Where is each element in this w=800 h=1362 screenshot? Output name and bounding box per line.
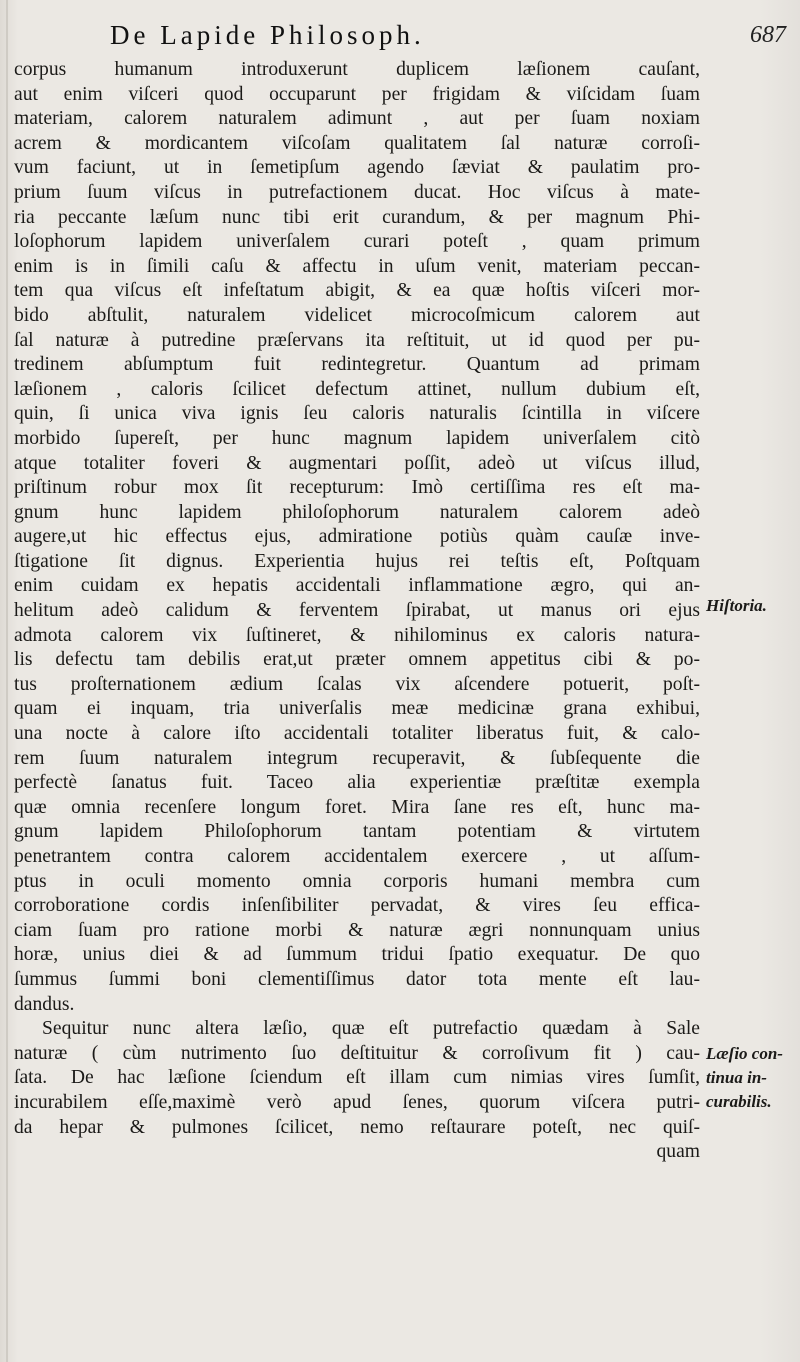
text-line: ſummus ſummi boni clementiſſimus dator tota mente eſt lau-	[14, 968, 700, 990]
margin-note-laesio-1: Læſio con-	[706, 1044, 783, 1063]
text-line: tem qua viſcus eſt infeſtatum abigit, & ea quæ hoſtis viſceri mor-	[14, 280, 700, 302]
margin-note-laesio-2: tinua in-	[706, 1068, 767, 1087]
text-line: atque totaliter foveri & augmentari poſſit, adeò ut viſcus illud,	[14, 452, 700, 474]
text-line: loſophorum lapidem univerſalem curari poteſt , quam primum	[14, 231, 700, 253]
text-line: ſata. De hac læſione ſciendum eſt illam cum nimias vires ſumſit,	[14, 1067, 700, 1089]
text-line: quam ei inquam, tria univerſalis meæ medicinæ grana exhibui,	[14, 698, 700, 720]
text-line: naturæ ( cùm nutrimento ſuo deſtituitur & corroſivum fit ) cau-	[14, 1042, 700, 1064]
text-line: admota calorem vix ſuſtineret, & nihilominus ex caloris natura-	[14, 624, 700, 646]
text-line: enim cuidam ex hepatis accidentali inflammatione ægro, qui an-	[14, 575, 700, 597]
text-line: ptus in oculi momento omnia corporis humani membra cum	[14, 870, 700, 892]
text-line: materiam, calorem naturalem adimunt , aut per ſuam noxiam	[14, 108, 700, 130]
body-text	[14, 58, 700, 1165]
text-line: penetrantem contra calorem accidentalem exercere , ut aſſum-	[14, 846, 700, 867]
text-line: quin, ſi unica viva ignis ſeu caloris naturalis ſcintilla in viſcere	[14, 403, 700, 425]
running-title: De Lapide Philosoph.	[110, 20, 425, 50]
text-line: tredinem abſumptum fuit redintegretur. Quantum ad primam	[14, 354, 700, 376]
text-line: lis defectu tam debilis erat,ut præter omnem appetitus cibi & po-	[14, 649, 700, 671]
page-number: 687	[750, 22, 786, 48]
text-line: corpus humanum introduxerunt duplicem læſionem cauſant,	[14, 59, 700, 80]
text-line: gnum hunc lapidem philoſophorum naturalem calorem adeò	[14, 501, 700, 523]
text-line: ſtigatione ſit dignus. Experientia hujus rei teſtis eſt, Poſtquam	[14, 550, 700, 572]
catchword: quam	[656, 1141, 700, 1163]
text-line: priſtinum robur mox ſit recepturum: Imò certiſſima res eſt ma-	[14, 477, 700, 499]
text-line: aut enim viſceri quod occuparunt per frigidam & viſcidam ſuam	[14, 83, 700, 105]
text-line: gnum lapidem Philoſophorum tantam potentiam & virtutem	[14, 821, 700, 843]
text-line: acrem & mordicantem viſcoſam qualitatem ſal naturæ corroſi-	[14, 132, 700, 154]
margin-note-historia: Hiſtoria.	[706, 596, 767, 615]
text-line: dandus.	[14, 993, 75, 1015]
text-line: ciam ſuam pro ratione morbi & naturæ ægri nonnunquam unius	[14, 919, 700, 941]
text-line: augere,ut hic effectus ejus, admiratione potiùs quàm cauſæ inve-	[14, 526, 700, 548]
page-gutter	[6, 0, 8, 1362]
margin-note-laesio-3: curabilis.	[706, 1092, 772, 1111]
text-line: ſal naturæ à putredine præſervans ita reſtituit, ut id quod per pu-	[14, 329, 700, 351]
text-line: vum faciunt, ut in ſemetipſum agendo ſæviat & paulatim pro-	[14, 157, 700, 179]
text-line: da hepar & pulmones ſcilicet, nemo reſtaurare poteſt, nec quiſ-	[14, 1116, 700, 1138]
text-line: una nocte à calore iſto accidentali totaliter liberatus fuit, & calo-	[14, 723, 700, 745]
text-line: tus proſternationem ædium ſcalas vix aſcendere potuerit, poſt-	[14, 673, 700, 695]
text-line: perfectè ſanatus fuit. Taceo alia experientiæ præſtitæ exempla	[14, 772, 700, 794]
text-line: Sequitur nunc altera læſio, quæ eſt putrefactio quædam à Sale	[42, 1018, 700, 1040]
text-line: morbido ſupereſt, per hunc magnum lapidem univerſalem citò	[14, 427, 700, 449]
text-line: quæ omnia recenſere longum foret. Mira ſane res eſt, hunc ma-	[14, 796, 700, 818]
text-line: corroboratione cordis inſenſibiliter pervadat, & vires ſeu effica-	[14, 895, 700, 917]
text-line: bido abſtulit, naturalem videlicet microcoſmicum calorem aut	[14, 304, 700, 326]
text-line: incurabilem eſſe,maximè verò apud ſenes, quorum viſcera putri-	[14, 1091, 700, 1113]
text-line: horæ, unius diei & ad ſummum tridui ſpatio exequatur. De quo	[14, 944, 700, 966]
text-line: helitum adeò calidum & ferventem ſpirabat, ut manus ori ejus	[14, 600, 700, 622]
text-line: enim is in ſimili caſu & affectu in uſum venit, materiam peccan-	[14, 255, 700, 277]
text-line: prium ſuum viſcus in putrefactionem ducat. Hoc viſcus à mate-	[14, 181, 700, 203]
text-line: læſionem , caloris ſcilicet defectum attinet, nullum dubium eſt,	[14, 378, 700, 400]
text-line: ria peccante læſum nunc tibi erit curandum, & per magnum Phi-	[14, 206, 700, 228]
text-line: rem ſuum naturalem integrum recuperavit, & ſubſequente die	[14, 747, 700, 769]
